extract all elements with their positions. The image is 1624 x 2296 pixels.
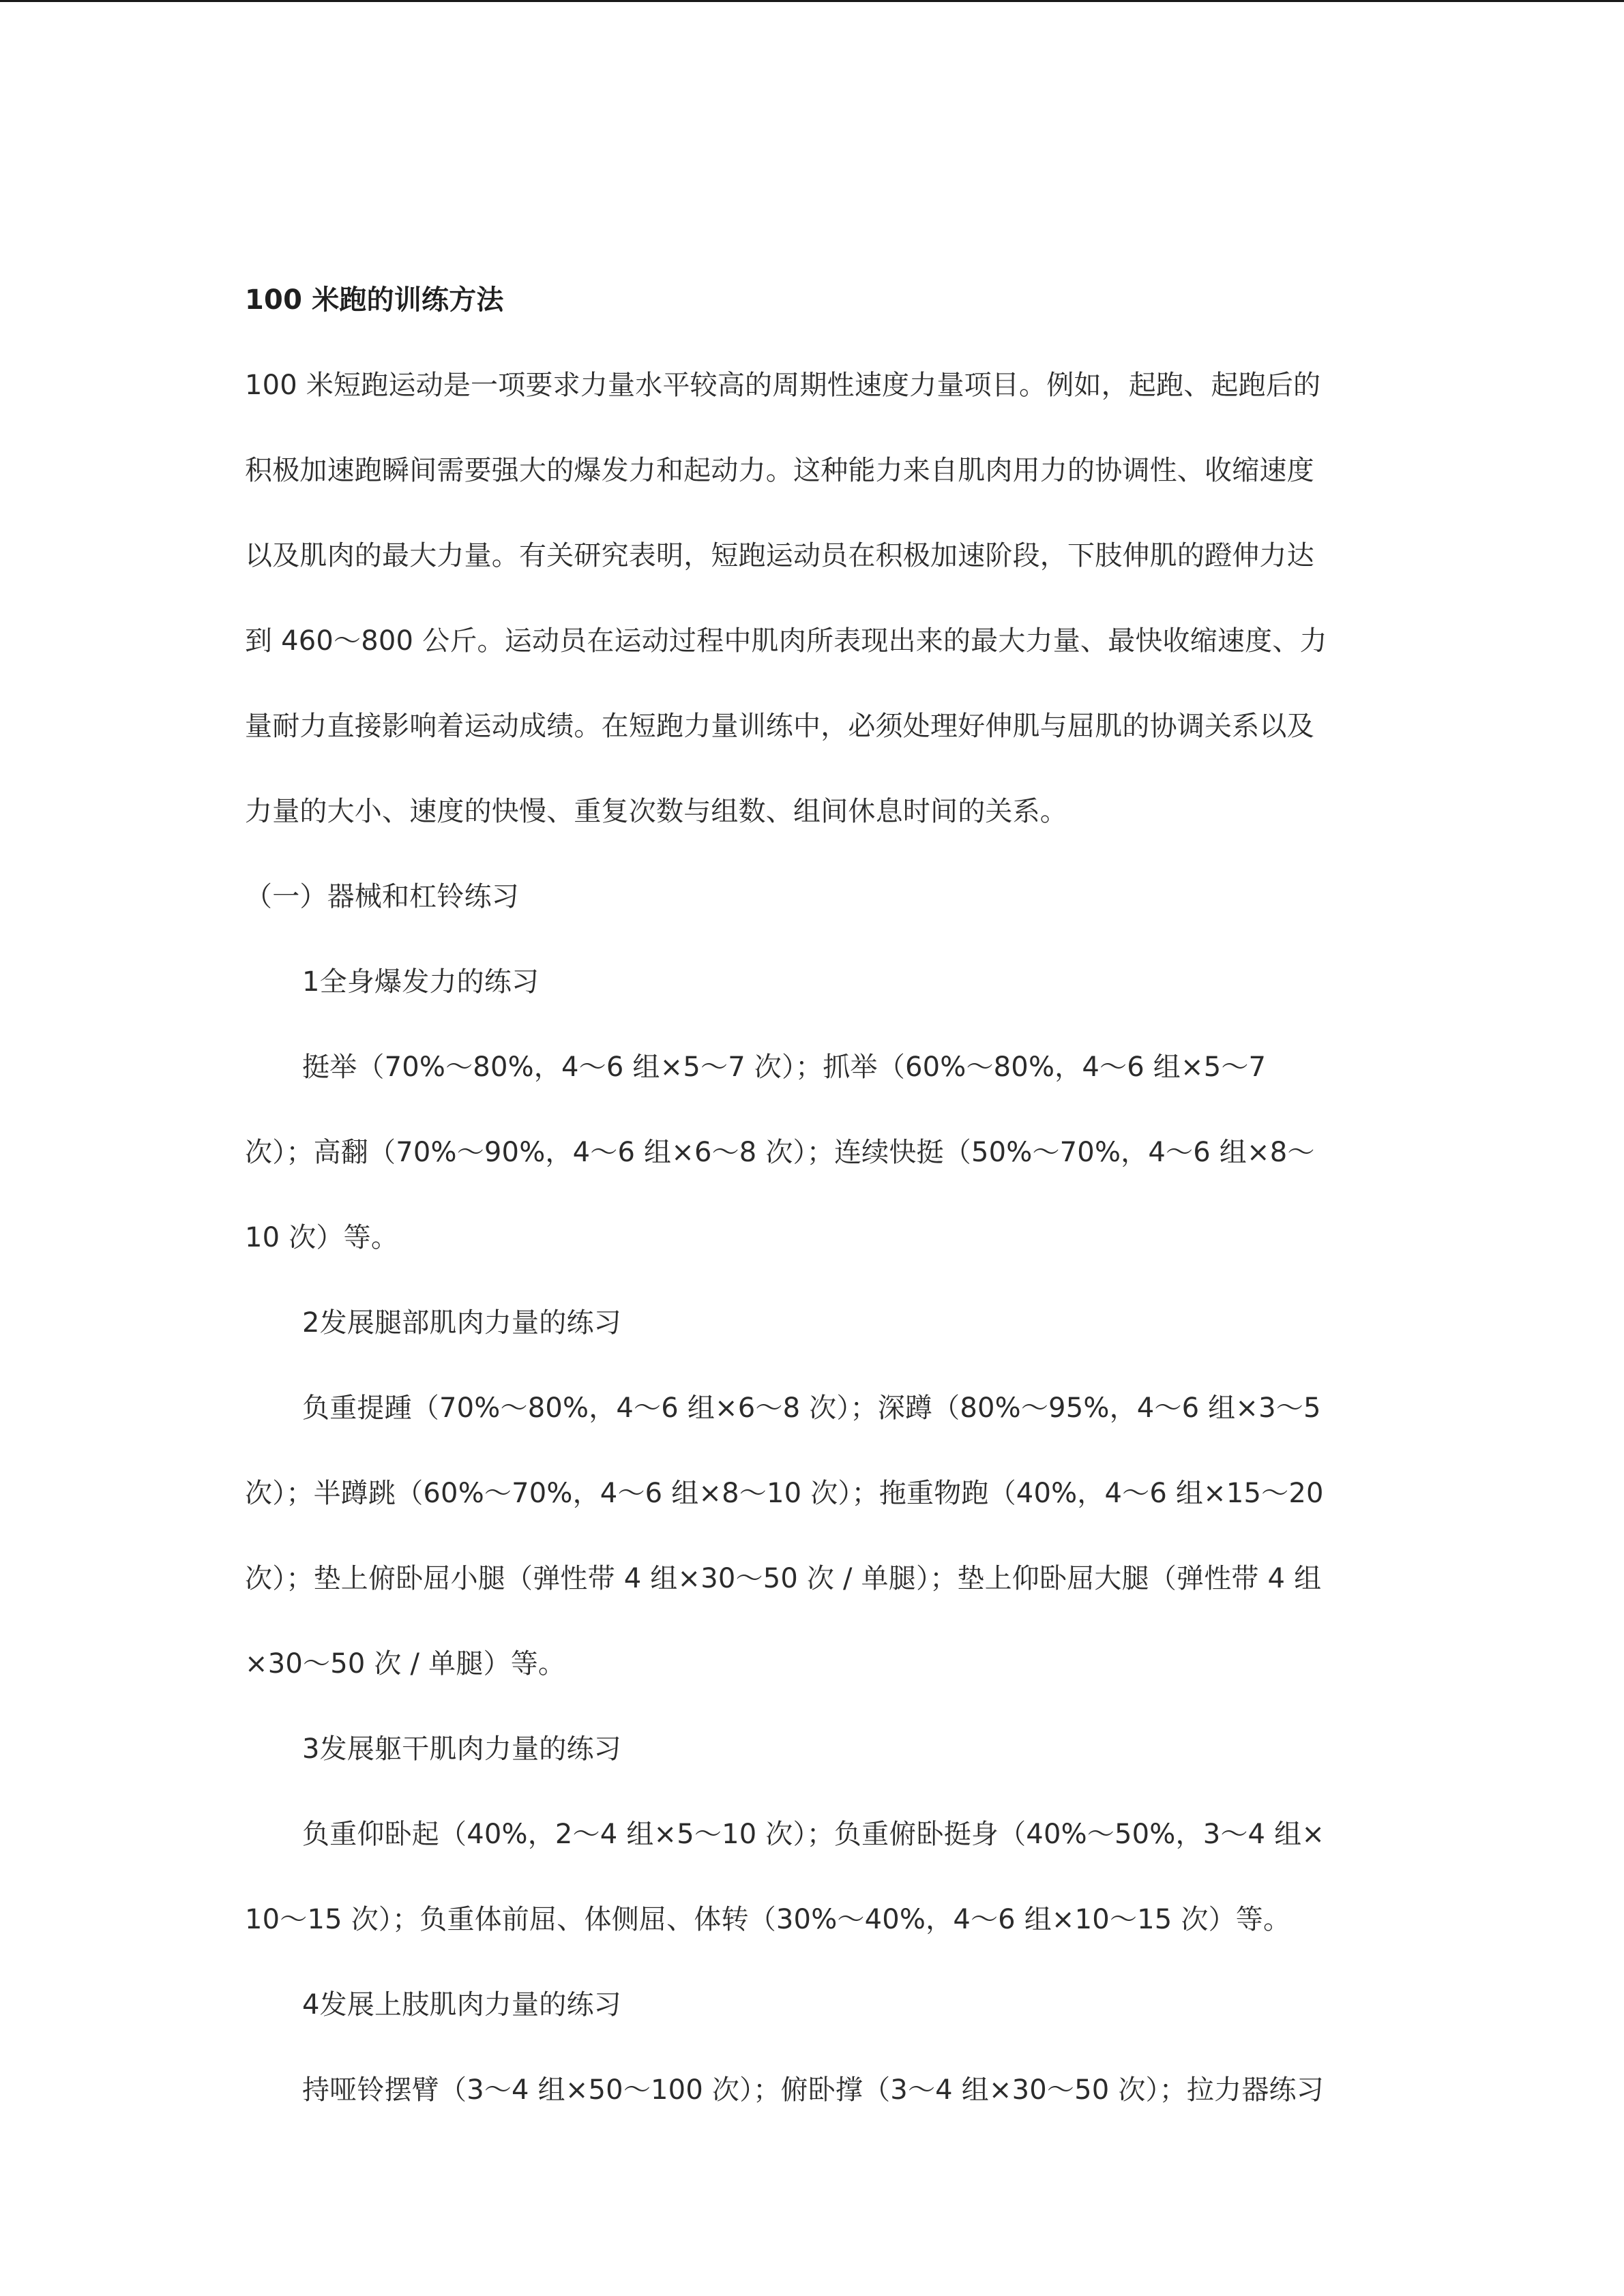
intro-line-1: 100 米短跑运动是一项要求力量水平较高的周期性速度力量项目。例如，起跑、起跑后的: [245, 370, 1321, 401]
subsection-1-line-2: 次）；高翻（70%～90%，4～6 组×6～8 次）；连续快挺（50%～70%，4～6 组×8～: [245, 1137, 1315, 1168]
subsection-2-line-3: 次）；垫上俯卧屈小腿（弹性带 4 组×30～50 次 / 单腿）；垫上仰卧屈大腿（弹性带 4 组: [245, 1563, 1322, 1594]
section-heading: （一）器械和杠铃练习: [245, 881, 519, 912]
subsection-1-line-1: 挺举（70%～80%，4～6 组×5～7 次）；抓举（60%～80%，4～6 组×5～7: [302, 1052, 1267, 1083]
intro-line-4: 到 460～800 公斤。运动员在运动过程中肌肉所表现出来的最大力量、最快收缩速度、力: [245, 625, 1327, 657]
subsection-2-line-1: 负重提踵（70%～80%，4～6 组×6～8 次）；深蹲（80%～95%，4～6 组×3～5: [302, 1392, 1321, 1424]
intro-line-3: 以及肌肉的最大力量。有关研究表明，短跑运动员在积极加速阶段，下肢伸肌的蹬伸力达: [245, 540, 1314, 571]
subsection-heading-4: 4发展上肢肌肉力量的练习: [302, 1989, 621, 2021]
intro-line-2: 积极加速跑瞬间需要强大的爆发力和起动力。这种能力来自肌肉用力的协调性、收缩速度: [245, 455, 1314, 486]
intro-line-5: 量耐力直接影响着运动成绩。在短跑力量训练中，必须处理好伸肌与屈肌的协调关系以及: [245, 711, 1314, 742]
subsection-2-line-4: ×30～50 次 / 单腿）等。: [245, 1648, 566, 1680]
page-top-border: [0, 0, 1624, 2]
subsection-heading-3: 3发展躯干肌肉力量的练习: [302, 1733, 621, 1765]
subsection-heading-1: 1全身爆发力的练习: [302, 966, 540, 998]
subsection-4-line-1: 持哑铃摆臂（3～4 组×50～100 次）；俯卧撑（3～4 组×30～50 次）；拉力器练习: [302, 2074, 1324, 2106]
subsection-3-line-1: 负重仰卧起（40%，2～4 组×5～10 次）；负重俯卧挺身（40%～50%，3～4 组×: [302, 1819, 1325, 1850]
subsection-heading-2: 2发展腿部肌肉力量的练习: [302, 1307, 621, 1339]
intro-line-6: 力量的大小、速度的快慢、重复次数与组数、组间休息时间的关系。: [245, 796, 1067, 827]
subsection-3-line-2: 10～15 次）；负重体前屈、体侧屈、体转（30%～40%，4～6 组×10～15 次）等。: [245, 1904, 1291, 1935]
subsection-1-line-3: 10 次）等。: [245, 1222, 399, 1253]
subsection-2-line-2: 次）；半蹲跳（60%～70%，4～6 组×8～10 次）；拖重物跑（40%，4～6 组×15～20: [245, 1478, 1324, 1509]
document-title: 100 米跑的训练方法: [245, 284, 504, 316]
